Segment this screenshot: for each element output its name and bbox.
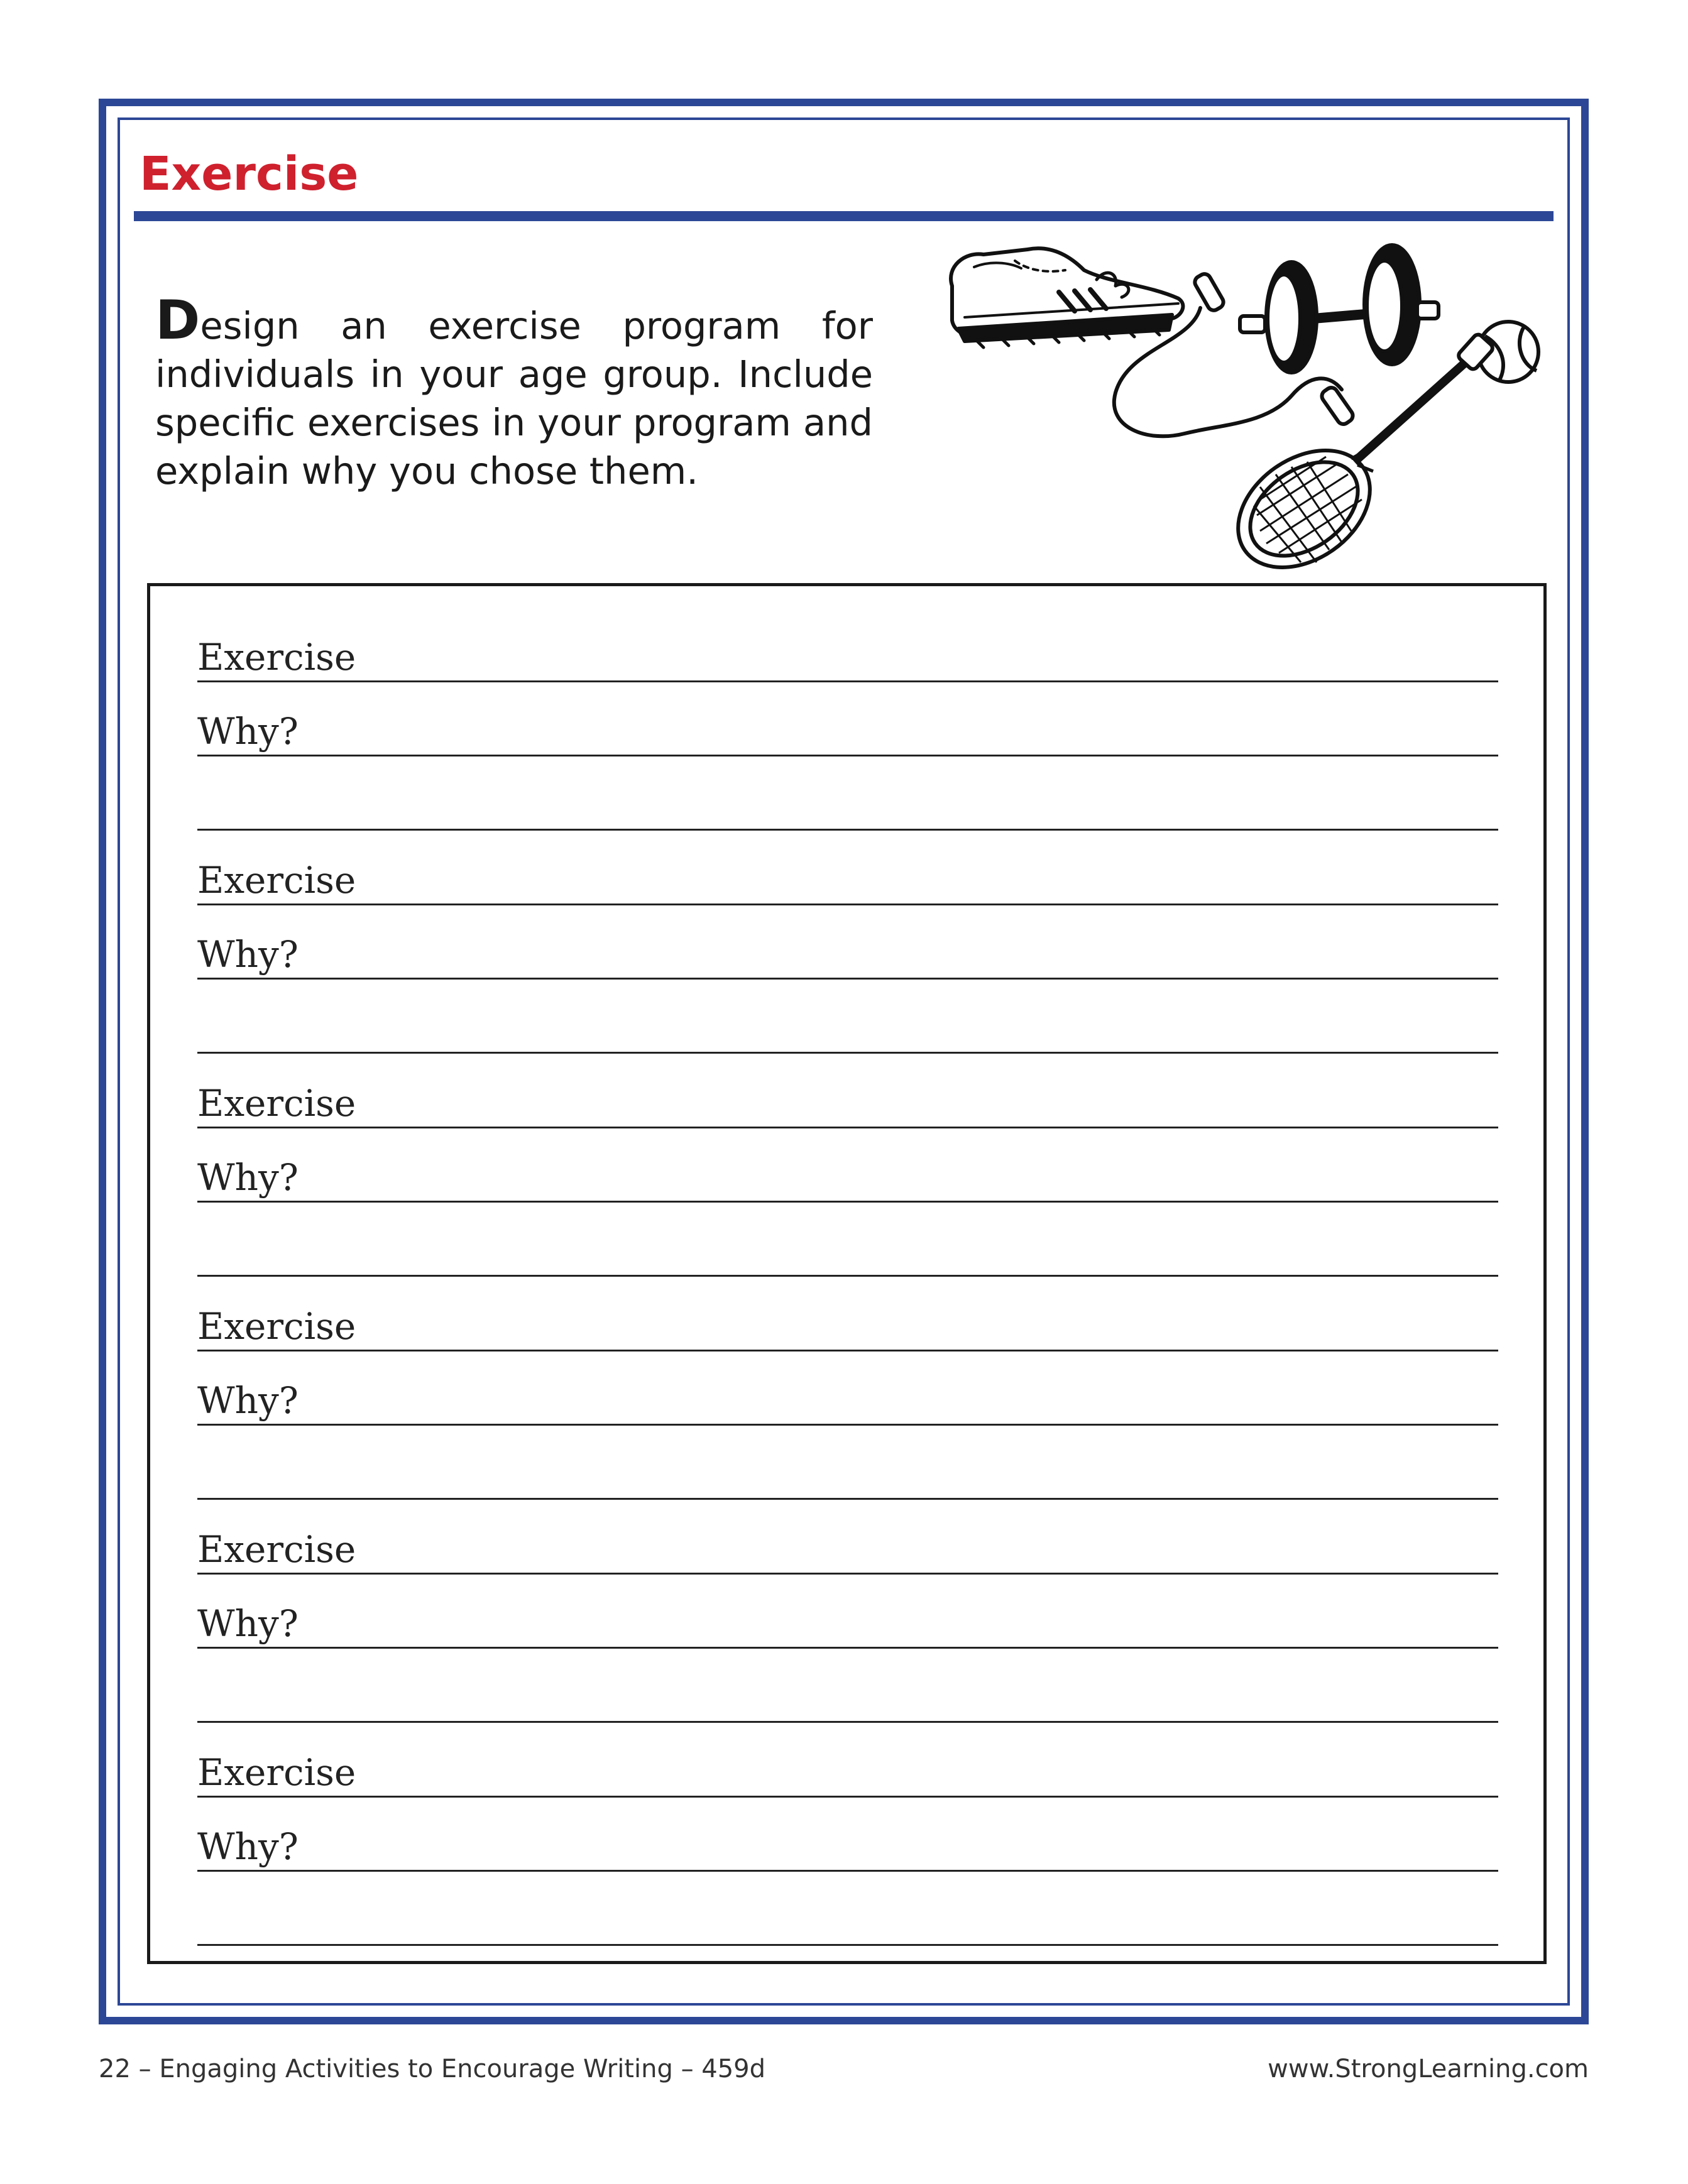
exercise-equipment-illustration [940,236,1568,587]
exercise-label: Exercise [197,636,362,679]
exercise-row[interactable] [197,1054,1498,1128]
exercise-entry [197,1723,1498,1946]
why-row[interactable] [197,682,1498,756]
page-title: Exercise [140,147,359,201]
exercise-row[interactable] [197,608,1498,682]
why-row[interactable] [197,1128,1498,1203]
why-row[interactable] [197,1575,1498,1649]
continuation-row[interactable] [197,756,1498,831]
continuation-answer-line[interactable] [197,1944,1498,1946]
continuation-answer-line[interactable] [197,829,1498,831]
exercise-entry [197,1500,1498,1723]
exercise-label: Exercise [197,1305,362,1348]
exercise-entry [197,608,1498,831]
instructions-text: esign an exercise program for individuals in your age group. Include specific exercises in your program and explain why you chose them. [155,304,873,493]
why-label: Why? [197,1156,305,1199]
why-label: Why? [197,1379,305,1422]
exercise-row[interactable] [197,831,1498,905]
instructions-dropcap: D [155,289,200,352]
continuation-row[interactable] [197,980,1498,1054]
exercise-entry [197,831,1498,1054]
continuation-row[interactable] [197,1203,1498,1277]
continuation-answer-line[interactable] [197,1498,1498,1500]
exercise-row[interactable] [197,1723,1498,1798]
why-row[interactable] [197,905,1498,980]
exercise-label: Exercise [197,1751,362,1794]
footer-website: www.StrongLearning.com [1268,2055,1589,2083]
continuation-answer-line[interactable] [197,1052,1498,1054]
tennis-racket-icon [1216,332,1494,587]
why-label: Why? [197,1825,305,1868]
exercise-entry [197,1277,1498,1500]
continuation-answer-line[interactable] [197,1721,1498,1723]
exercise-label: Exercise [197,1528,362,1571]
why-label: Why? [197,1602,305,1645]
exercise-row[interactable] [197,1500,1498,1575]
continuation-row[interactable] [197,1649,1498,1723]
why-label: Why? [197,710,305,753]
why-row[interactable] [197,1351,1498,1426]
continuation-row[interactable] [197,1426,1498,1500]
exercise-label: Exercise [197,1082,362,1125]
footer-book-info: 22 – Engaging Activities to Encourage Writing – 459d [99,2055,766,2083]
exercise-entry [197,1054,1498,1277]
title-underline [134,211,1554,221]
exercise-row[interactable] [197,1277,1498,1351]
continuation-answer-line[interactable] [197,1275,1498,1277]
sneaker-icon [951,248,1183,347]
why-row[interactable] [197,1798,1498,1872]
dumbbell-icon [1240,245,1439,373]
exercise-label: Exercise [197,859,362,902]
why-label: Why? [197,933,305,976]
continuation-row[interactable] [197,1872,1498,1946]
instructions [155,289,873,495]
